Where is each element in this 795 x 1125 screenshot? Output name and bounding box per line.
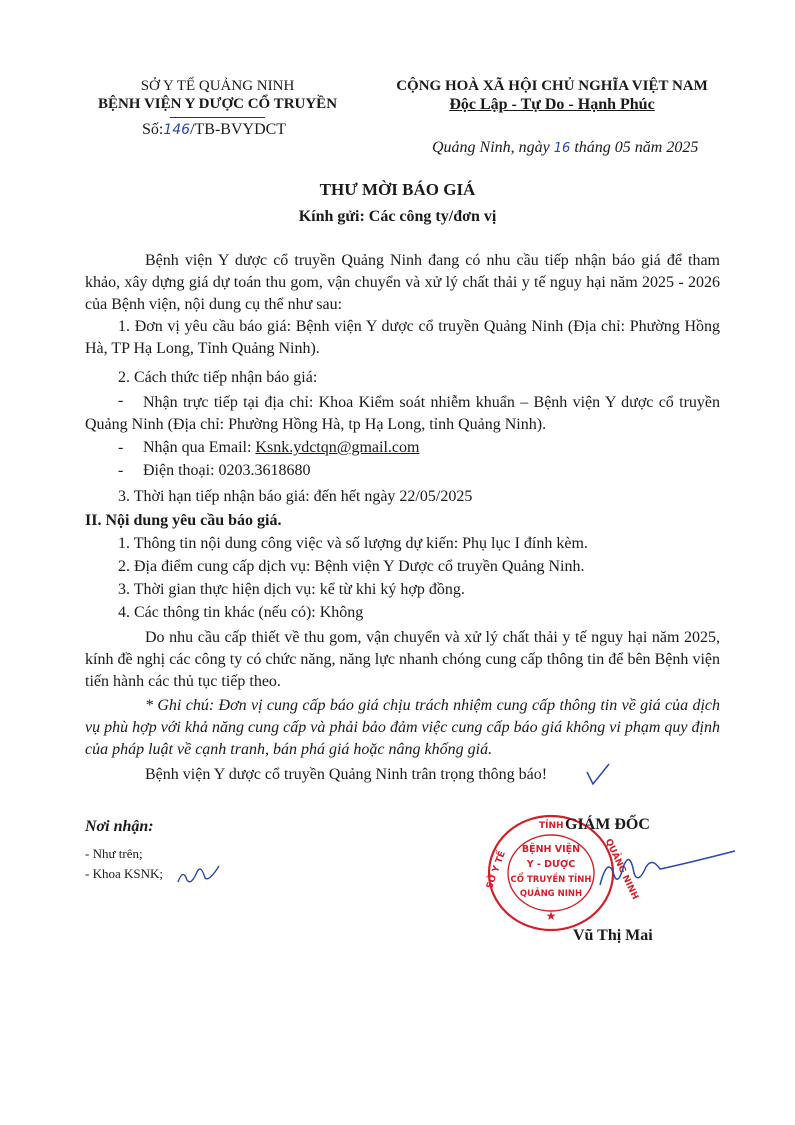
nation-name: CỘNG HOÀ XÃ HỘI CHỦ NGHĨA VIỆT NAM [396,78,708,94]
document-number [142,121,286,139]
header-left-underline [170,117,265,118]
national-motto: Độc Lập - Tự Do - Hạnh Phúc [449,96,655,113]
section-2-heading: II. Nội dung yêu cầu báo giá. [85,512,282,529]
seal-line-3: CỔ TRUYỀN TỈNH [510,875,592,885]
signature-scribble-icon [590,845,740,900]
email-label: Nhận qua Email: [143,439,252,456]
place-date [432,139,698,157]
seal-ring-top: TỈNH [539,821,564,831]
department-name: SỞ Y TẾ QUẢNG NINH [140,78,295,94]
letter-recipient: Kính gửi: Các công ty/đơn vị [298,208,497,225]
dash-bullet-1: - [118,392,124,409]
recipient-item-2: - Khoa KSNK; [85,866,163,881]
closing-paragraph: Do nhu cầu cấp thiết về thu gom, vận chuyển và xử lý chất thải y tế nguy hại năm 2025, kính đề nghị các công ty có chức năng, năng lực nhanh chóng cung cấp thông tin để bên Bệnh viện tiến hành các thủ tục tiếp theo. [85,629,720,690]
date-prefix: Quảng Ninh, ngày [432,139,550,156]
item-3: 3. Thời hạn tiếp nhận báo giá: đến hết ngày 22/05/2025 [118,488,473,505]
recipients-title: Nơi nhận: [85,818,154,835]
dash-bullet-2: - [118,439,124,456]
hospital-name: BỆNH VIỆN Y DƯỢC CỔ TRUYỀN [97,96,338,112]
seal-line-2: Y - DƯỢC [526,859,576,870]
intro-paragraph: Bệnh viện Y dược cổ truyền Quảng Ninh đang có nhu cầu tiếp nhận báo giá để tham khảo, xây dựng giá dự toán thu gom, vận chuyển và xử lý chất thải y tế nguy hại năm 2025 - 2026 của Bệnh viện, nội dung cụ thể như sau: [85,252,720,313]
date-day-handwritten: 16 [553,141,571,156]
recipient-item-1: - Như trên; [85,846,143,861]
receive-email [143,439,419,457]
note-paragraph: * Ghi chú: Đơn vị cung cấp báo giá chịu trách nhiệm cung cấp thông tin về giá của dịch vụ phù hợp với khả năng cung cấp và phải bảo đảm việc cung cấp báo giá không vi phạm quy định của pháp luật về cạnh tranh, bán phá giá hoặc nâng khống giá. [85,697,720,758]
doc-number-handwritten: 146 [163,122,191,138]
email-link[interactable]: Ksnk.ydctqn@gmail.com [255,439,420,456]
section-2-item-3: 3. Thời gian thực hiện dịch vụ: kể từ khi ký hợp đồng. [118,581,465,598]
initial-scribble-icon [175,860,225,890]
doc-number-suffix: /TB-BVYDCT [190,121,287,138]
item-1: 1. Đơn vị yêu cầu báo giá: Bệnh viện Y dược cổ truyền Quảng Ninh (Địa chỉ: Phường Hồng Hà, TP Hạ Long, Tỉnh Quảng Ninh). [85,318,720,357]
dash-bullet-3: - [118,462,124,479]
section-2-item-4: 4. Các thông tin khác (nếu có): Không [118,604,364,621]
seal-star-icon: ★ [545,909,557,923]
date-suffix: tháng 05 năm 2025 [574,139,699,156]
seal-ring-right: QUẢNG NINH [602,837,640,902]
initial-mark-icon [583,760,613,790]
seal-ring-left: SỞ Y TẾ [485,849,508,891]
section-2-item-1: 1. Thông tin nội dung công việc và số lượng dự kiến: Phụ lục I đính kèm. [118,535,588,552]
seal-line-4: QUẢNG NINH [519,889,583,899]
regards-line: Bệnh viện Y dược cổ truyền Quảng Ninh trân trọng thông báo! [145,766,548,783]
doc-number-prefix: Số: [142,121,164,138]
item-2: 2. Cách thức tiếp nhận báo giá: [118,369,318,386]
phone-line: Điện thoại: 0203.3618680 [143,462,311,479]
seal-line-1: BỆNH VIỆN [521,844,581,855]
signer-position: GIÁM ĐỐC [565,816,650,833]
section-2-item-2: 2. Địa điểm cung cấp dịch vụ: Bệnh viện Y Dược cổ truyền Quảng Ninh. [118,558,585,575]
signer-name: Vũ Thị Mai [573,927,653,944]
receive-direct: Nhận trực tiếp tại địa chỉ: Khoa Kiểm soát nhiễm khuẩn – Bệnh viện Y dược cổ truyền Quảng Ninh (Địa chỉ: Phường Hồng Hà, tp Hạ Long, tỉnh Quảng Ninh). [85,394,720,433]
letter-title: THƯ MỜI BÁO GIÁ [319,180,476,199]
